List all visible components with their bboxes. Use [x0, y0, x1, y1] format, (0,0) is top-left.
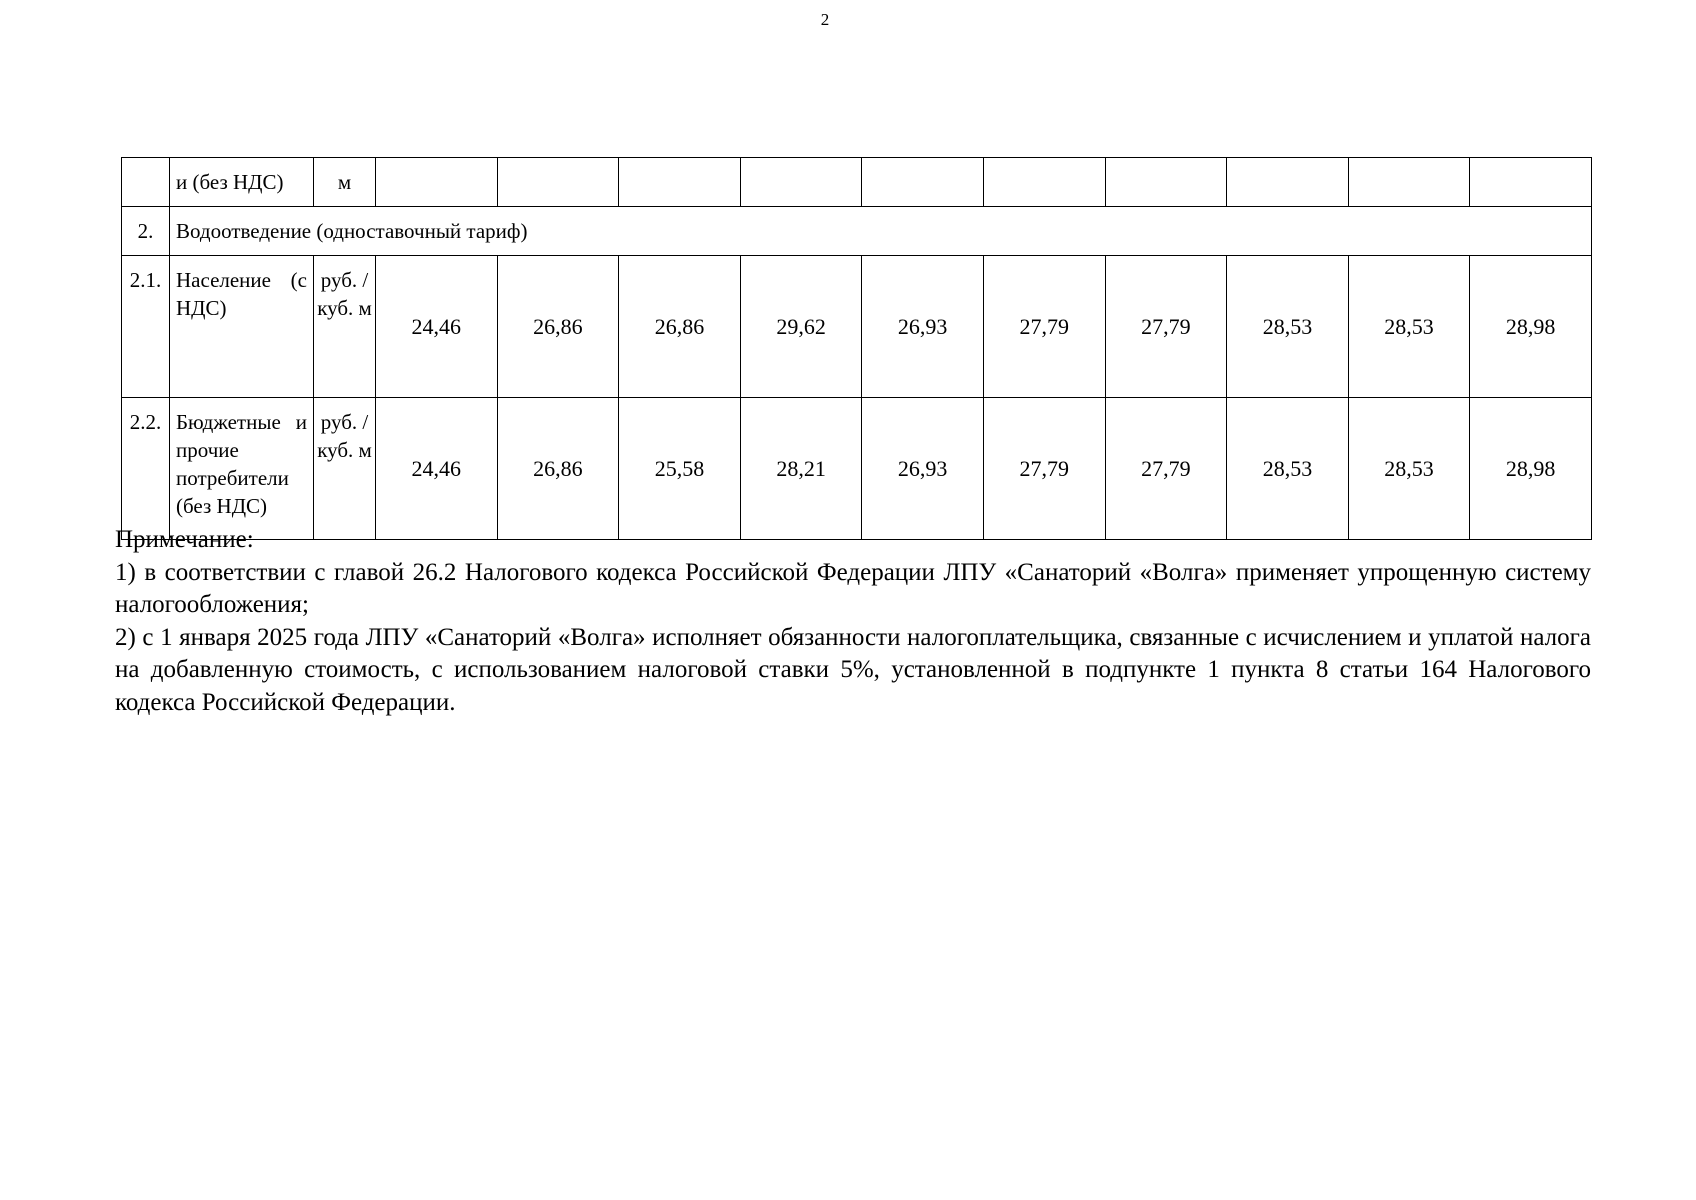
value-cell: 28,53 [1348, 398, 1470, 540]
notes-heading: Примечание: [115, 526, 254, 553]
value-cell: 24,46 [376, 256, 498, 398]
value-cell: 28,98 [1470, 256, 1592, 398]
consumer-name-cell: Население (с НДС) [170, 256, 314, 398]
value-cell [862, 158, 984, 207]
value-cell [1105, 158, 1227, 207]
unit-cell: м [314, 158, 376, 207]
value-cell [740, 158, 862, 207]
value-cell [619, 158, 741, 207]
value-cell: 28,53 [1227, 398, 1349, 540]
value-cell: 27,79 [1105, 256, 1227, 398]
unit-cell: руб. / куб. м [314, 256, 376, 398]
table-row [122, 398, 1592, 540]
value-cell: 29,62 [740, 256, 862, 398]
value-cell: 26,86 [497, 398, 619, 540]
value-cell [376, 158, 498, 207]
value-cell [1348, 158, 1470, 207]
notes [115, 524, 1591, 719]
value-cell: 27,79 [1105, 398, 1227, 540]
row-number-cell: 2.2. [122, 398, 170, 540]
note-item: 1) в соответствии с главой 26.2 Налогового кодекса Российской Федерации ЛПУ «Санаторий «Волга» применяет упрощенную систему налогообложения; [115, 558, 1591, 618]
value-cell: 24,46 [376, 398, 498, 540]
value-cell: 27,79 [983, 398, 1105, 540]
section-number-cell: 2. [122, 207, 170, 256]
value-cell [1470, 158, 1592, 207]
value-cell: 26,86 [497, 256, 619, 398]
value-cell: 27,79 [983, 256, 1105, 398]
note-item: 2) с 1 января 2025 года ЛПУ «Санаторий «Волга» исполняет обязанности налогоплательщика, связанные с исчислением и уплатой налога на добавленную стоимость, с использованием налоговой ставки 5%, установленной в подпункте 1 пункта 8 статьи 164 Налогового кодекса Российской Федерации. [115, 623, 1591, 716]
value-cell: 26,93 [862, 398, 984, 540]
table-row-section [122, 207, 1592, 256]
value-cell: 26,86 [619, 256, 741, 398]
row-number-cell: 2.1. [122, 256, 170, 398]
consumer-name-cell: Бюджетные и прочие потребители (без НДС) [170, 398, 314, 540]
unit-cell: руб. / куб. м [314, 398, 376, 540]
value-cell: 28,53 [1227, 256, 1349, 398]
value-cell [497, 158, 619, 207]
page-number: 2 [820, 10, 830, 29]
value-cell: 25,58 [619, 398, 741, 540]
value-cell: 28,98 [1470, 398, 1592, 540]
consumer-name-cell: и (без НДС) [170, 158, 314, 207]
row-number-cell [122, 158, 170, 207]
value-cell: 28,53 [1348, 256, 1470, 398]
tariff-table [121, 157, 1592, 540]
value-cell [1227, 158, 1349, 207]
table-row [122, 256, 1592, 398]
table-row-continuation [122, 158, 1592, 207]
value-cell: 26,93 [862, 256, 984, 398]
section-title-cell: Водоотведение (одноставочный тариф) [170, 207, 1592, 256]
value-cell [983, 158, 1105, 207]
value-cell: 28,21 [740, 398, 862, 540]
